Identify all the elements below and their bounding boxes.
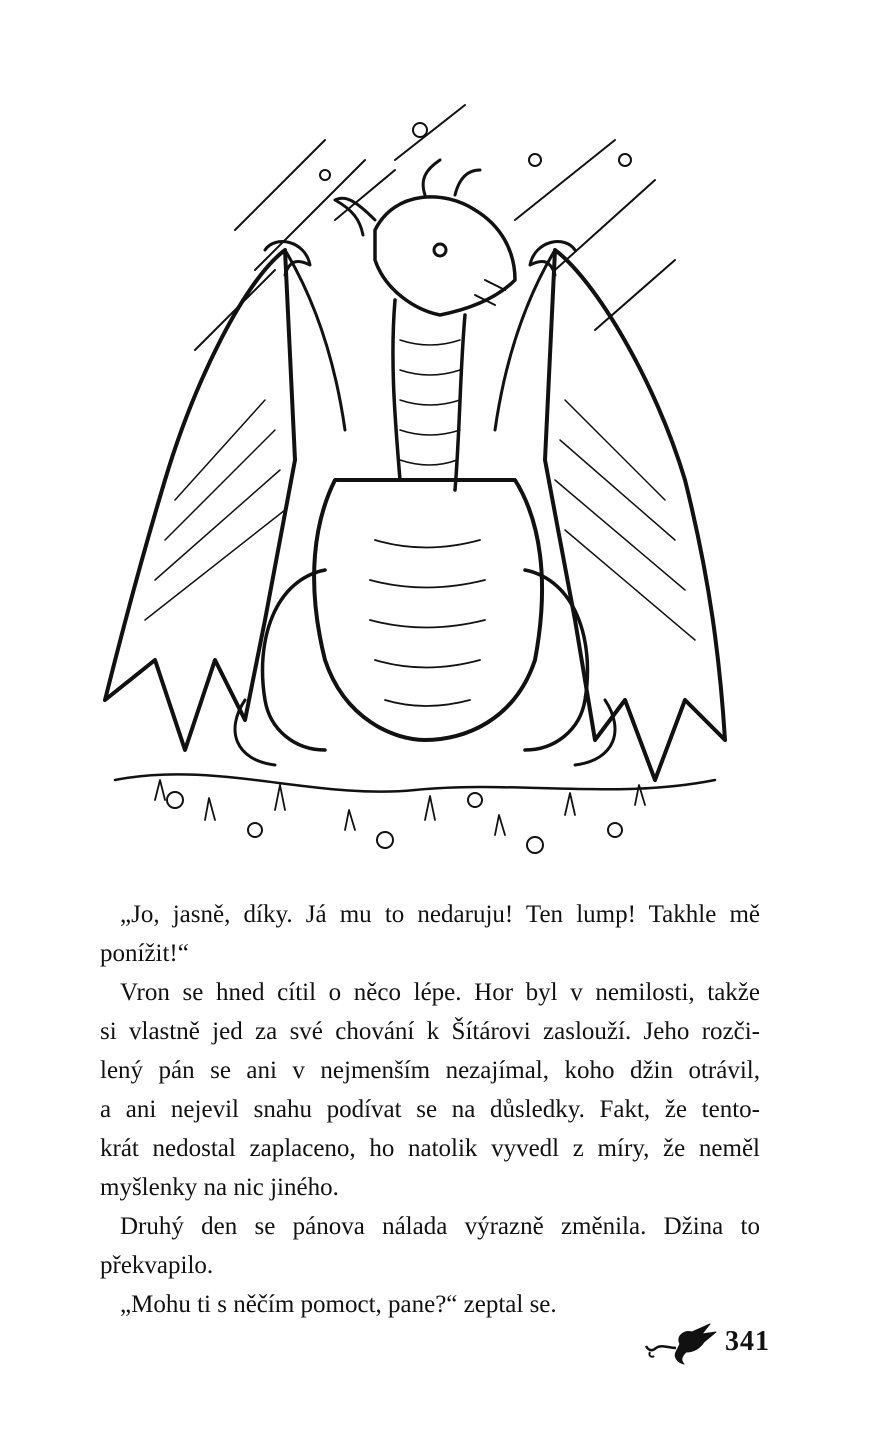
text-line: Druhý den se pánova nálada výrazně změnila. Džina to [120,1213,760,1240]
text-line: lený pán se ani v nejmenším nezajímal, koho džin otrávil, [100,1057,760,1084]
paragraph [100,973,760,1207]
text-line: a ani nejevil snahu podívat se na důsledky. Fakt, že tento- [100,1096,760,1123]
text-line: myšlenky na nic jiného. [100,1174,339,1201]
text-line: překvapilo. [100,1252,214,1279]
paragraph [100,1207,760,1285]
text-line: „Mohu ti s něčím pomoct, pane?“ zeptal se. [120,1291,557,1318]
text-line: ponížit!“ [100,940,189,967]
text-line: „Jo, jasně, díky. Já mu to nedaruju! Ten lump! Takhle mě [120,901,760,928]
dragon-ornament-icon [640,1318,718,1366]
page-number: 341 [725,1326,770,1357]
text-line: si vlastně jed za své chování k Šítárovi zaslouží. Jeho rozči- [100,1018,760,1045]
body-text [100,895,760,1324]
page-footer [640,1318,770,1368]
text-line: krát nedostal zaplaceno, ho natolik vyvedl z míry, že neměl [100,1135,760,1162]
paragraph [100,895,760,973]
dragon-illustration-icon [95,100,735,880]
text-line: Vron se hned cítil o něco lépe. Hor byl v nemilosti, takže [120,979,760,1006]
